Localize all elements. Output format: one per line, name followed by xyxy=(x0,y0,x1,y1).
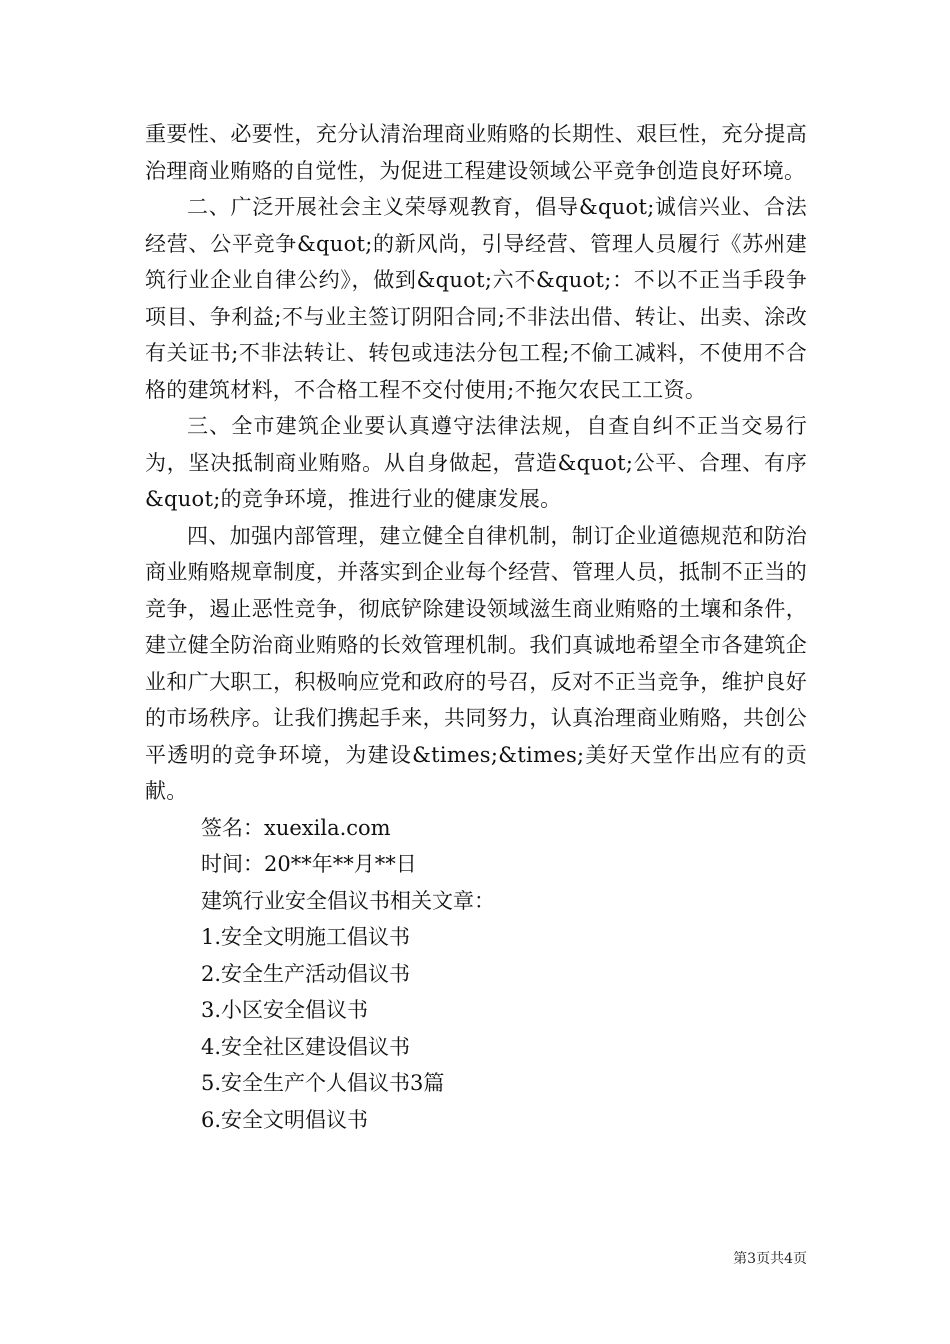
paragraph-continuation: 重要性、必要性，充分认清治理商业贿赂的长期性、艰巨性，充分提高治理商业贿赂的自觉性，为促进工程建设领域公平竞争创造良好环境。 xyxy=(145,122,807,183)
document-body xyxy=(145,116,807,1138)
date-line: 时间：20**年**月**日 xyxy=(201,852,417,876)
paragraph-three: 三、全市建筑企业要认真遵守法律法规，自查自纠不正当交易行为，坚决抵制商业贿赂。从自身做起，营造&quot;公平、合理、有序&quot;的竞争环境，推进行业的健康发展。 xyxy=(145,414,807,511)
paragraph-two: 二、广泛开展社会主义荣辱观教育，倡导&quot;诚信兴业、合法经营、公平竞争&quot;的新风尚，引导经营、管理人员履行《苏州建筑行业企业自律公约》，做到&quot;六不&quot;：不以不正当手段争项目、争利益;不与业主签订阴阳合同;不非法出借、转让、出卖、涂改有关证书;不非法转让、转包或违法分包工程;不偷工减料，不使用不合格的建筑材料，不合格工程不交付使用;不拖欠农民工工资。 xyxy=(145,195,807,402)
signature-line: 签名：xuexila.com xyxy=(201,815,391,840)
related-article-link[interactable]: 1.安全文明施工倡议书 xyxy=(201,925,411,949)
related-article-link[interactable]: 3.小区安全倡议书 xyxy=(201,998,369,1022)
related-article-link[interactable]: 2.安全生产活动倡议书 xyxy=(201,961,411,986)
paragraph-four: 四、加强内部管理，建立健全自律机制，制订企业道德规范和防治商业贿赂规章制度，并落实到企业每个经营、管理人员，抵制不正当的竞争，遏止恶性竞争，彻底铲除建设领域滋生商业贿赂的土壤和条件，建立健全防治商业贿赂的长效管理机制。我们真诚地希望全市各建筑企业和广大职工，积极响应党和政府的号召，反对不正当竞争，维护良好的市场秩序。让我们携起手来，共同努力，认真治理商业贿赂，共创公平透明的竞争环境，为建设&times;&times;美好天堂作出应有的贡献。 xyxy=(145,523,807,803)
related-article-link[interactable]: 5.安全生产个人倡议书3篇 xyxy=(201,1071,445,1095)
related-articles-heading: 建筑行业安全倡议书相关文章： xyxy=(201,888,495,913)
related-article-link[interactable]: 4.安全社区建设倡议书 xyxy=(201,1034,411,1059)
related-article-link[interactable]: 6.安全文明倡议书 xyxy=(201,1107,369,1132)
page-number: 第3页共4页 xyxy=(733,1251,807,1267)
